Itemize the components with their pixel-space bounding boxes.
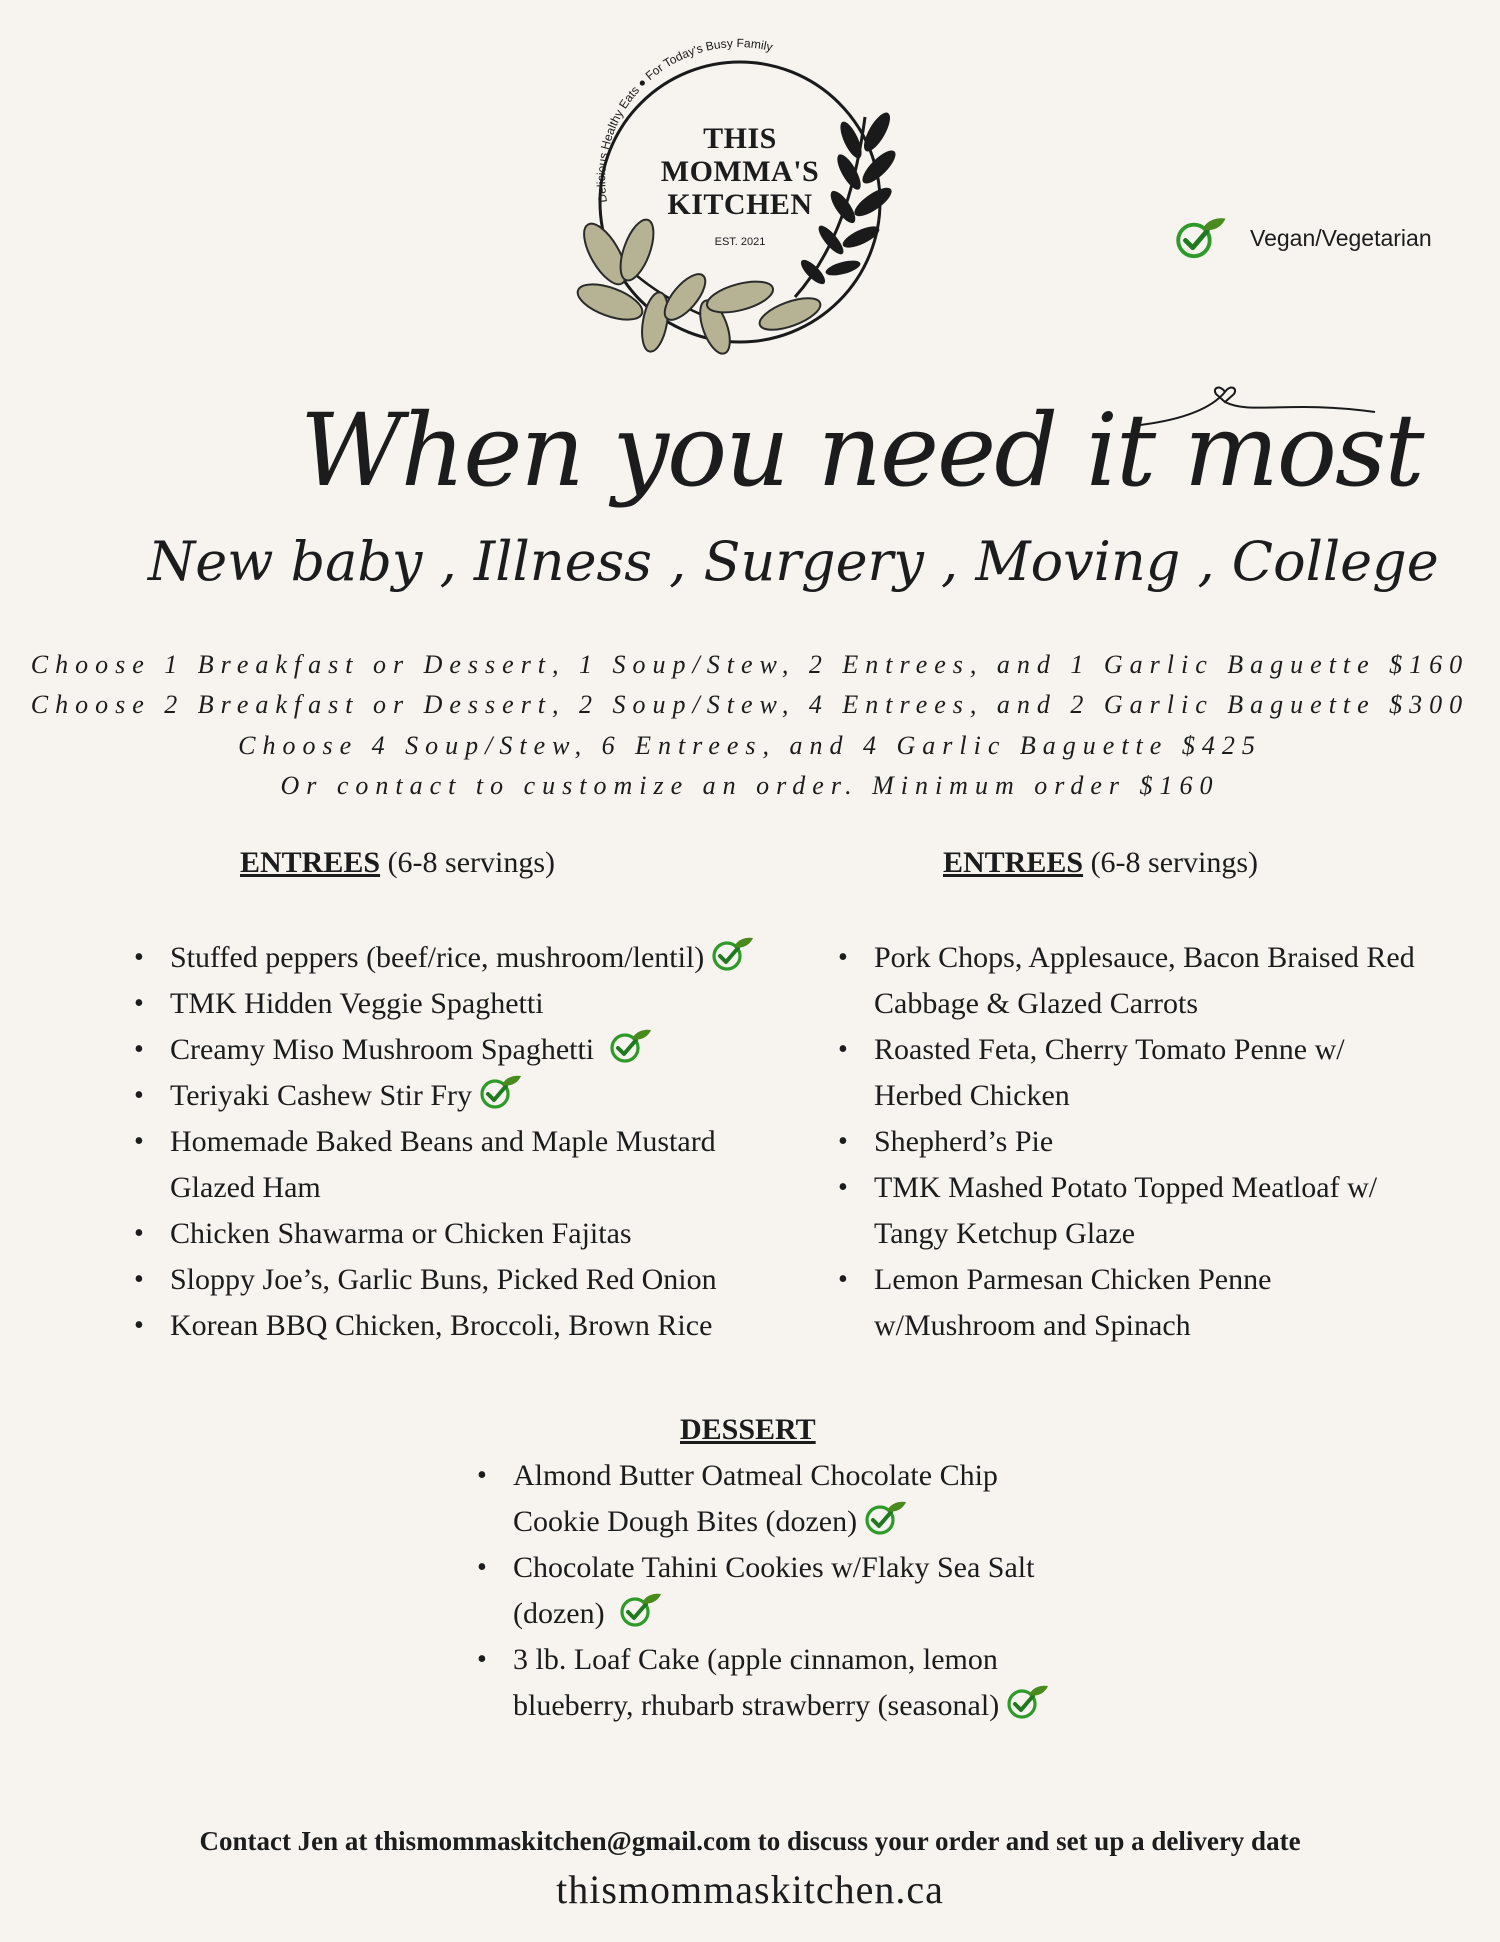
list-item: • Creamy Miso Mushroom Spaghetti — [130, 1027, 800, 1073]
heart-flourish-icon — [1140, 380, 1380, 440]
vegan-check-leaf-icon — [478, 1073, 522, 1111]
list-item: • Korean BBQ Chicken, Broccoli, Brown Rice — [130, 1303, 800, 1349]
logo-est: EST. 2021 — [714, 236, 766, 248]
brand-logo — [555, 22, 925, 367]
entrees-right-title: ENTREES — [943, 846, 1084, 879]
list-item: • Sloppy Joe’s, Garlic Buns, Picked Red Onion — [130, 1257, 800, 1303]
entrees-left-servings: (6-8 servings) — [387, 846, 556, 879]
price-line-4: Or contact to customize an order. Minimum order $160 — [280, 771, 1220, 800]
list-item: • Shepherd’s Pie — [834, 1119, 1454, 1165]
list-item: • Teriyaki Cashew Stir Fry — [130, 1073, 800, 1119]
list-item: • Stuffed peppers (beef/rice, mushroom/lentil) — [130, 935, 800, 981]
price-line-2: Choose 2 Breakfast or Dessert, 2 Soup/Stew, 4 Entrees, and 2 Garlic Baguette $300 — [30, 690, 1470, 719]
logo-line-this: THIS — [703, 122, 777, 155]
vegan-check-leaf-icon — [710, 935, 754, 973]
dessert-heading — [680, 1413, 816, 1447]
entrees-left-list — [130, 935, 800, 1349]
entrees-right-list — [834, 935, 1454, 1349]
logo-arc-text: Delicious Healthy Eats ● For Today's Busy Family — [594, 36, 775, 204]
contact-line: Contact Jen at thismommaskitchen@gmail.com to discuss your order and set up a delivery date — [199, 1826, 1301, 1856]
list-item: • TMK Hidden Veggie Spaghetti — [130, 981, 800, 1027]
vegan-check-leaf-icon — [1172, 215, 1228, 261]
list-item: • Chocolate Tahini Cookies w/Flaky Sea Salt (dozen) — [473, 1545, 1053, 1637]
list-item: • Chicken Shawarma or Chicken Fajitas — [130, 1211, 800, 1257]
entrees-left-title: ENTREES — [240, 846, 381, 879]
entrees-right-servings: (6-8 servings) — [1090, 846, 1259, 879]
entrees-left-heading — [240, 846, 555, 880]
logo-line-mommas: MOMMA'S — [660, 155, 820, 188]
occasions-subline: New baby , Illness , Surgery , Moving , College — [148, 530, 1439, 593]
website-link[interactable]: thismommaskitchen.ca — [556, 1867, 944, 1912]
vegan-check-leaf-icon — [608, 1027, 652, 1065]
price-line-3: Choose 4 Soup/Stew, 6 Entrees, and 4 Garlic Baguette $425 — [238, 731, 1262, 760]
vegan-legend — [1172, 214, 1432, 262]
list-item: • Homemade Baked Beans and Maple Mustard Glazed Ham — [130, 1119, 770, 1211]
headline: When you need it most — [300, 392, 1423, 509]
list-item: • Lemon Parmesan Chicken Penne w/Mushroom and Spinach — [834, 1257, 1354, 1349]
list-item: • Roasted Feta, Cherry Tomato Penne w/ Herbed Chicken — [834, 1027, 1434, 1119]
entrees-right-heading — [943, 846, 1258, 880]
list-item: • TMK Mashed Potato Topped Meatloaf w/ Tangy Ketchup Glaze — [834, 1165, 1454, 1257]
list-item: • 3 lb. Loaf Cake (apple cinnamon, lemon blueberry, rhubarb strawberry (seasonal) — [473, 1637, 1113, 1729]
list-item: • Almond Butter Oatmeal Chocolate Chip Cookie Dough Bites (dozen) — [473, 1453, 1073, 1545]
dessert-title: DESSERT — [680, 1413, 816, 1446]
dessert-list — [473, 1453, 1073, 1729]
list-item: • Pork Chops, Applesauce, Bacon Braised Red Cabbage & Glazed Carrots — [834, 935, 1454, 1027]
vegan-check-leaf-icon — [618, 1591, 662, 1629]
logo-line-kitchen: KITCHEN — [667, 188, 813, 221]
price-line-1: Choose 1 Breakfast or Dessert, 1 Soup/Stew, 2 Entrees, and 1 Garlic Baguette $160 — [30, 650, 1470, 679]
vegan-check-leaf-icon — [863, 1499, 907, 1537]
legend-label: Vegan/Vegetarian — [1250, 224, 1432, 251]
vegan-check-leaf-icon — [1005, 1683, 1049, 1721]
